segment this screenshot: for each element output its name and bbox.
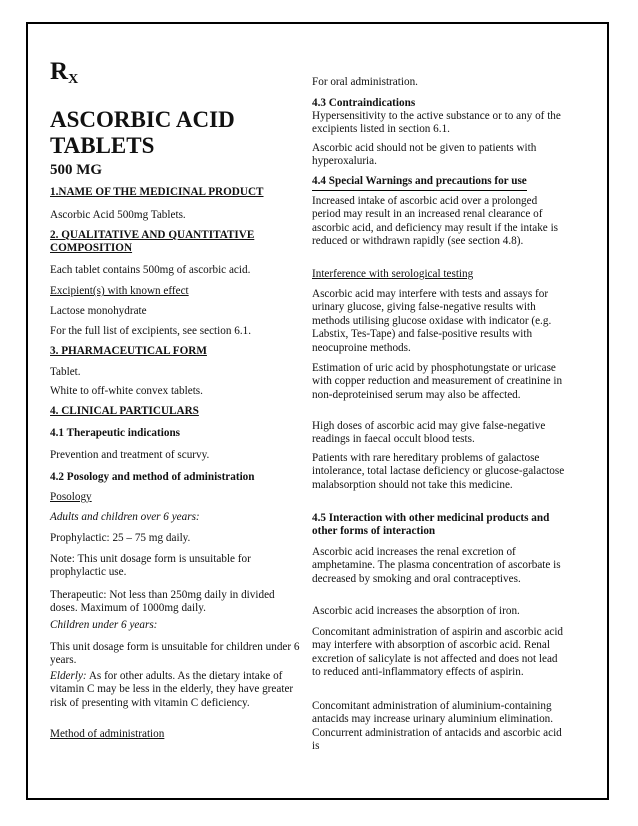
elderly-text: Elderly: As for other adults. As the dietary intake of vitamin C may be less in the elderly, they have greater risk of presenting with vitamin C deficiency. bbox=[50, 670, 294, 709]
section-4-5-text-1: Ascorbic acid increases the renal excretion of amphetamine. The plasma concentration of ascorbate is decreased by smoking and oral contraceptives. bbox=[312, 546, 561, 585]
section-4-5-text-3: Concomitant administration of aspirin and ascorbic acid may interfere with absorption of ascorbic acid. Renal excretion of salicylate is not affected and does not lead to reduced anti-inflammatory effects of aspirin. bbox=[312, 626, 564, 679]
section-2-text: Each tablet contains 500mg of ascorbic acid. bbox=[50, 264, 251, 276]
therapeutic-text: Therapeutic: Not less than 250mg daily in divided doses. Maximum of 1000mg daily. bbox=[50, 589, 275, 615]
posology-label: Posology bbox=[50, 491, 92, 503]
section-4-4-text: Increased intake of ascorbic acid over a prolonged period may result in an increased renal clearance of ascorbic acid, and deficiency may result if the intake is reduced or withdrawn rapidly (see section 4.8). bbox=[312, 195, 559, 248]
section-4-5-heading: 4.5 Interaction with other medicinal products and other forms of interaction bbox=[312, 512, 550, 538]
section-2-heading: 2. QUALITATIVE AND QUANTITATIVE COMPOSITION bbox=[50, 229, 255, 255]
product-title: ASCORBIC ACID TABLETS bbox=[50, 107, 235, 158]
section-4-5-text-4: Concomitant administration of aluminium-containing antacids may increase urinary aluminium elimination. Concurrent administration of antacids and ascorbic acid is bbox=[312, 700, 562, 753]
section-4-heading: 4. CLINICAL PARTICULARS bbox=[50, 405, 199, 417]
excipient-full-list: For the full list of excipients, see section 6.1. bbox=[50, 325, 252, 337]
section-4-5-text-2: Ascorbic acid increases the absorption of iron. bbox=[312, 605, 520, 617]
excipient-text: Lactose monohydrate bbox=[50, 305, 147, 317]
section-4-3-text-2: Ascorbic acid should not be given to patients with hyperoxaluria. bbox=[312, 142, 537, 168]
children-label: Children under 6 years: bbox=[50, 619, 158, 631]
interference-label: Interference with serological testing bbox=[312, 268, 474, 280]
section-4-3-heading: 4.3 Contraindications bbox=[312, 97, 416, 109]
section-3-heading: 3. PHARMACEUTICAL FORM bbox=[50, 345, 207, 357]
section-4-3-text-1: Hypersensitivity to the active substance or to any of the excipients listed in section 6.1. bbox=[312, 110, 561, 136]
product-strength: 500 MG bbox=[50, 162, 103, 178]
section-1-text: Ascorbic Acid 500mg Tablets. bbox=[50, 209, 186, 221]
interference-text-1: Ascorbic acid may interfere with tests and assays for urinary glucose, giving false-negative results with methods utilising glucose oxidase with indicator (e.g. Labstix, Tes-Tape) and false-positive results with neocuproine methods. bbox=[312, 288, 552, 354]
section-4-2-heading: 4.2 Posology and method of administration bbox=[50, 471, 255, 483]
prophylactic-text: Prophylactic: 25 – 75 mg daily. bbox=[50, 532, 191, 544]
interference-text-3: High doses of ascorbic acid may give false-negative readings in faecal occult blood tests. bbox=[312, 420, 546, 446]
section-3-text-1: Tablet. bbox=[50, 366, 81, 378]
section-4-1-heading: 4.1 Therapeutic indications bbox=[50, 427, 181, 439]
excipient-subheading: Excipient(s) with known effect bbox=[50, 285, 189, 297]
section-4-1-text: Prevention and treatment of scurvy. bbox=[50, 449, 210, 461]
children-text: This unit dosage form is unsuitable for children under 6 years. bbox=[50, 641, 300, 667]
note-text: Note: This unit dosage form is unsuitable for prophylactic use. bbox=[50, 553, 251, 579]
method-of-administration-label: Method of administration bbox=[50, 728, 165, 740]
interference-text-2: Estimation of uric acid by phosphotungstate or uricase with copper reduction and measurement of creatinine in non-deproteinised serum may also be affected. bbox=[312, 362, 563, 401]
interference-text-4: Patients with rare hereditary problems of galactose intolerance, total lactase deficiency or glucose-galactose malabsorption should not take this medicine. bbox=[312, 452, 565, 491]
section-3-text-2: White to off-white convex tablets. bbox=[50, 385, 203, 397]
section-4-4-heading: 4.4 Special Warnings and precautions for use bbox=[312, 175, 527, 191]
oral-administration-text: For oral administration. bbox=[312, 76, 418, 88]
adults-label: Adults and children over 6 years: bbox=[50, 511, 200, 523]
section-1-heading: 1.NAME OF THE MEDICINAL PRODUCT bbox=[50, 186, 264, 198]
rx-symbol: $R_X$ bbox=[50, 58, 79, 87]
